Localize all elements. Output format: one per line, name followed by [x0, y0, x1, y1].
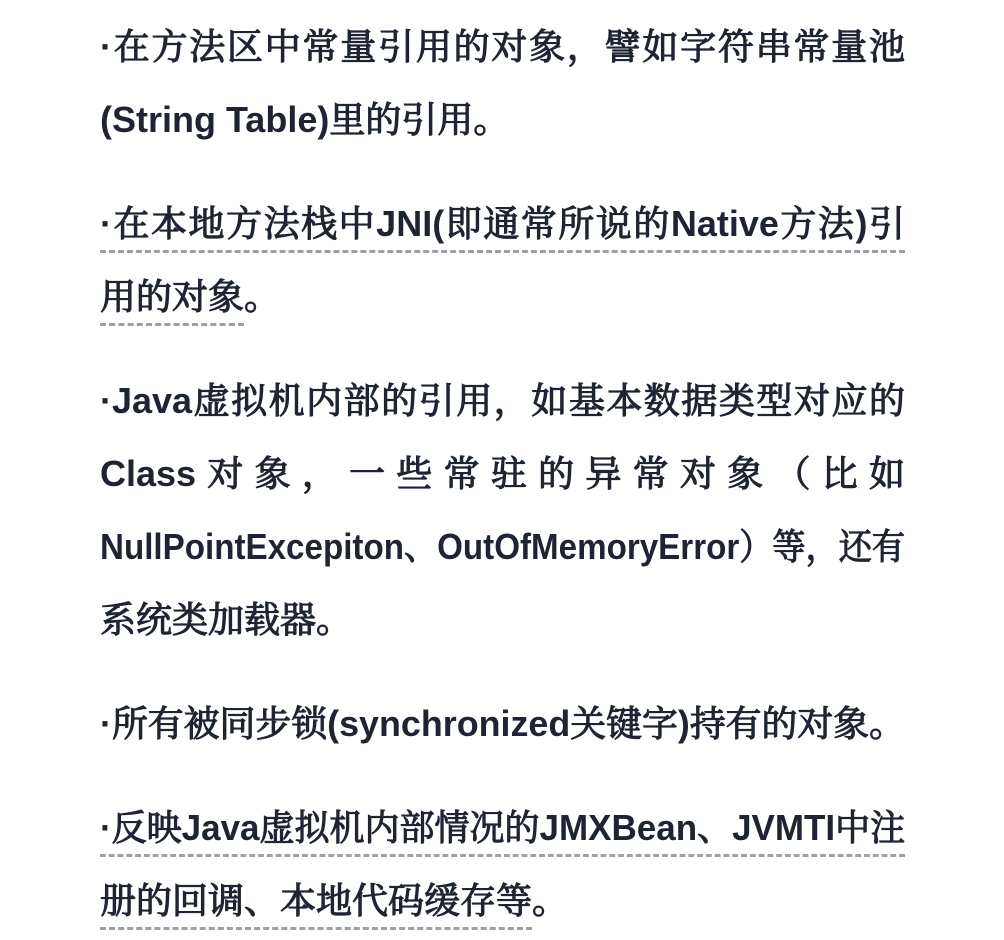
text-line	[100, 864, 905, 937]
article-body	[100, 10, 905, 937]
text-line: Class对象，一些常驻的异常对象（比如	[100, 453, 905, 494]
dashed-underlined-text: 用的对象	[100, 276, 244, 326]
text-line: ·Java虚拟机内部的引用，如基本数据类型对应的	[100, 380, 905, 421]
text-line: ·所有被同步锁(synchronized关键字)持有的对象。	[100, 703, 906, 744]
text-line	[100, 187, 905, 260]
sentence-period: 。	[532, 880, 569, 921]
sentence-period: 。	[244, 276, 281, 317]
text-line: NullPointExcepiton、OutOfMemoryError）等，还有	[100, 526, 906, 567]
text-line: 系统类加载器。	[100, 599, 353, 640]
paragraph-jvm-internal-references	[100, 364, 905, 656]
dashed-underlined-text: ·反映Java虚拟机内部情况的JMXBean、JVMTI中注	[100, 807, 905, 857]
paragraph-synchronized-lock-objects	[100, 687, 905, 760]
text-line	[100, 260, 905, 333]
dashed-underlined-text: 册的回调、本地代码缓存等	[100, 880, 532, 930]
text-line: ·在方法区中常量引用的对象，譬如字符串常量池	[100, 26, 905, 67]
text-line: (String Table)里的引用。	[100, 99, 510, 140]
text-line	[100, 791, 906, 864]
paragraph-jni-native-references	[100, 187, 905, 333]
dashed-underlined-text: ·在本地方法栈中JNI(即通常所说的Native方法)引	[100, 203, 905, 253]
paragraph-jmxbean-jvmti-callbacks	[100, 791, 905, 937]
paragraph-method-area-constant-references	[100, 10, 905, 156]
